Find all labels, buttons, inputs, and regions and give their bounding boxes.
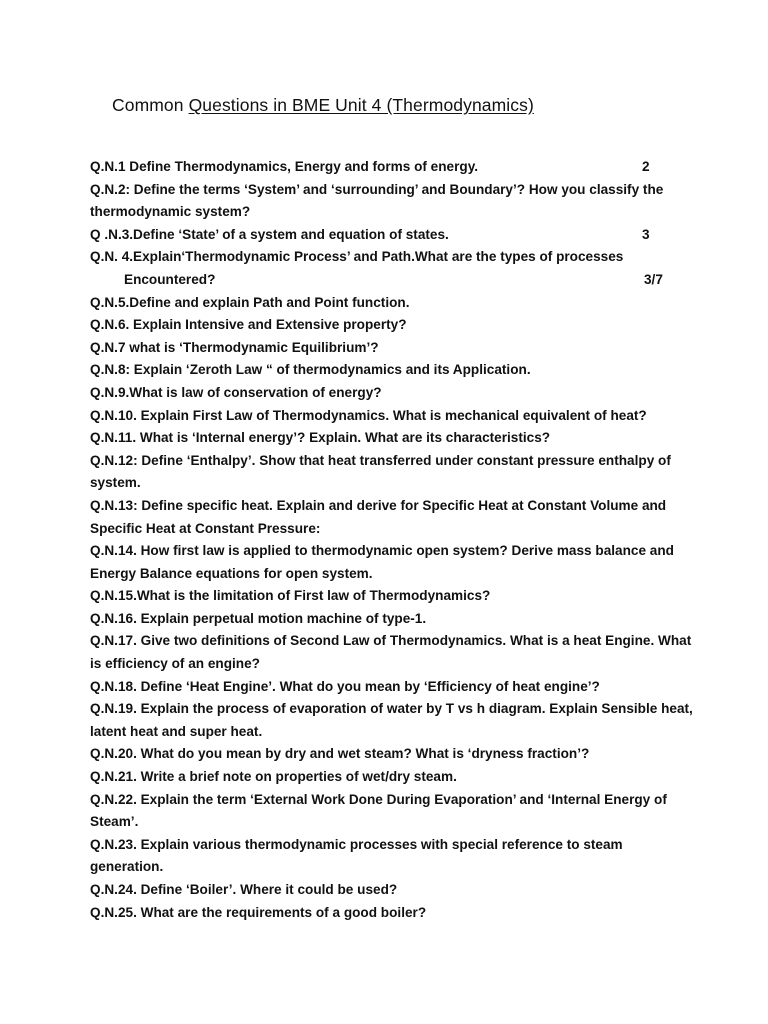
- question-text-continued: thermodynamic system?: [90, 204, 251, 220]
- question-text: Q.N.19. Explain the process of evaporation of water by T vs h diagram. Explain Sensible heat,: [90, 701, 693, 717]
- question-text: Q.N.9.What is law of conservation of energy?: [90, 384, 382, 400]
- question-text-continued: Specific Heat at Constant Pressure:: [90, 520, 321, 536]
- question-text-continued: Energy Balance equations for open system.: [90, 565, 373, 581]
- question-text: Q.N.24. Define ‘Boiler’. Where it could be used?: [90, 882, 398, 897]
- question-text-continued: system.: [90, 475, 141, 491]
- question-text: Q.N.6. Explain Intensive and Extensive property?: [90, 317, 407, 333]
- question-7: [90, 337, 690, 360]
- question-4: [90, 246, 690, 291]
- question-3: [90, 224, 690, 247]
- question-text: Q.N.8: Explain ‘Zeroth Law “ of thermodynamics and its Application.: [90, 362, 531, 378]
- question-text: Q.N.17. Give two definitions of Second Law of Thermodynamics. What is a heat Engine. What: [90, 633, 692, 649]
- question-23: [90, 834, 690, 879]
- question-21: [90, 766, 690, 789]
- question-text: Q.N.22. Explain the term ‘External Work Done During Evaporation’ and ‘Internal Energy of: [90, 791, 667, 807]
- question-6: [90, 314, 690, 337]
- question-text: Q.N.15.What is the limitation of First law of Thermodynamics?: [90, 588, 491, 604]
- title-underlined: Questions in BME Unit 4 (Thermodynamics): [188, 95, 534, 115]
- page-title: [112, 95, 534, 116]
- question-text: Q.N.7 what is ‘Thermodynamic Equilibrium’?: [90, 339, 379, 355]
- question-16: [90, 608, 690, 631]
- question-mark: 3/7: [644, 271, 663, 287]
- question-text: Q.N.11. What is ‘Internal energy’? Explain. What are its characteristics?: [90, 430, 551, 446]
- question-text: Q.N.18. Define ‘Heat Engine’. What do you mean by ‘Efficiency of heat engine’?: [90, 678, 600, 694]
- question-text-continued: Encountered?: [124, 271, 216, 287]
- question-text: Q.N.5.Define and explain Path and Point function.: [90, 294, 410, 310]
- question-text: Q.N.10. Explain First Law of Thermodynamics. What is mechanical equivalent of heat?: [90, 407, 647, 423]
- question-8: [90, 359, 690, 382]
- question-text: Q.N.14. How first law is applied to thermodynamic open system? Derive mass balance and: [90, 543, 674, 559]
- question-14: [90, 540, 690, 585]
- question-text-continued: Steam’.: [90, 814, 139, 830]
- question-12: [90, 450, 690, 495]
- question-text-continued: is efficiency of an engine?: [90, 656, 260, 672]
- question-10: [90, 405, 690, 428]
- question-text: Q.N.21. Write a brief note on properties of wet/dry steam.: [90, 769, 457, 785]
- question-text: Q.N. 4.Explain‘Thermodynamic Process’ and Path.What are the types of processes: [90, 249, 624, 265]
- question-5: [90, 292, 690, 315]
- question-text: Q.N.2: Define the terms ‘System’ and ‘surrounding’ and Boundary’? How you classify the: [90, 181, 664, 197]
- question-17: [90, 630, 690, 675]
- question-1: [90, 156, 690, 179]
- question-text: Q.N.25. What are the requirements of a good boiler?: [90, 904, 427, 920]
- question-text: Q.N.13: Define specific heat. Explain and derive for Specific Heat at Constant Volume and: [90, 497, 667, 513]
- question-list: [90, 156, 693, 924]
- question-text: Q.N.12: Define ‘Enthalpy’. Show that heat transferred under constant pressure enthalpy of: [90, 452, 671, 468]
- title-prefix: Common: [112, 95, 189, 115]
- question-text-continued: generation.: [90, 859, 164, 875]
- question-9: [90, 382, 690, 405]
- question-15: [90, 585, 690, 608]
- question-text: Q .N.3.Define ‘State’ of a system and equation of states.: [90, 226, 449, 242]
- question-19: [90, 698, 693, 743]
- question-24: [90, 879, 690, 902]
- question-mark: 3: [642, 226, 650, 242]
- question-13: [90, 495, 690, 540]
- question-25: [90, 902, 690, 925]
- question-18: [90, 676, 690, 699]
- question-text: Q.N.1 Define Thermodynamics, Energy and forms of energy.: [90, 159, 479, 174]
- question-2: [90, 179, 690, 224]
- question-22: [90, 789, 690, 834]
- question-text: Q.N.23. Explain various thermodynamic processes with special reference to steam: [90, 836, 623, 852]
- question-mark: 2: [642, 159, 650, 174]
- question-text: Q.N.20. What do you mean by dry and wet steam? What is ‘dryness fraction’?: [90, 746, 590, 762]
- question-text: Q.N.16. Explain perpetual motion machine of type-1.: [90, 610, 427, 626]
- question-11: [90, 427, 690, 450]
- question-20: [90, 743, 690, 766]
- question-text-continued: latent heat and super heat.: [90, 723, 263, 739]
